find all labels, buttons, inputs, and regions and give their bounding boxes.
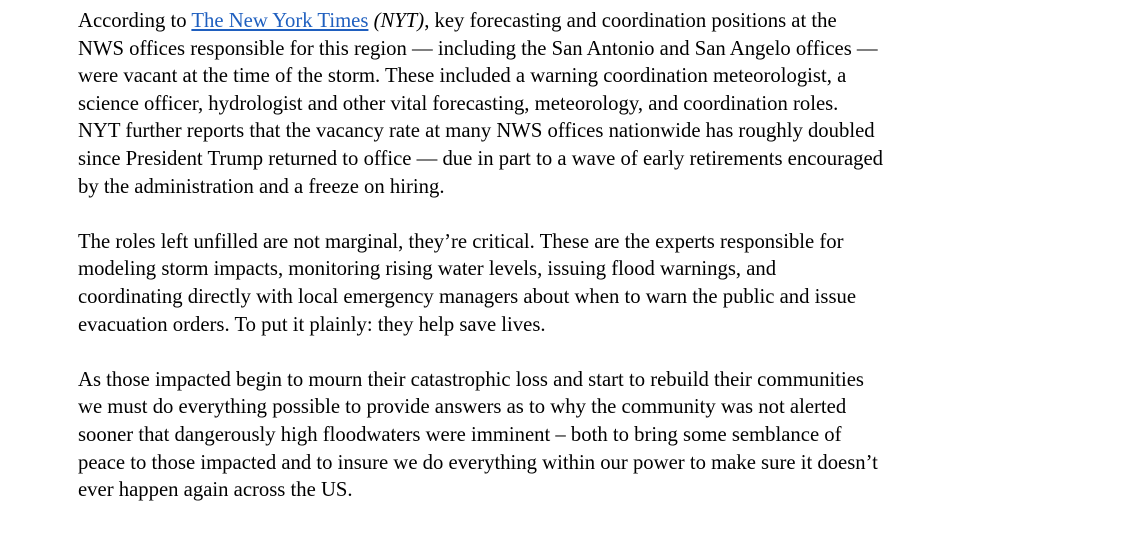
document-body — [78, 8, 1128, 532]
text-line: The roles left unfilled are not marginal, they’re critical. These are the experts responsible for — [78, 230, 844, 253]
text-line: science officer, hydrologist and other vital forecasting, meteorology, and coordination roles. — [78, 92, 839, 115]
paragraph-2 — [78, 229, 1128, 339]
text-line: peace to those impacted and to insure we do everything within our power to make sure it doesn’t — [78, 451, 878, 474]
text-line: ever happen again across the US. — [78, 479, 353, 502]
text-line: As those impacted begin to mourn their catastrophic loss and start to rebuild their communities — [78, 368, 864, 391]
text-line: were vacant at the time of the storm. These included a warning coordination meteorologist, a — [78, 65, 847, 88]
text-line: NWS offices responsible for this region — including the San Antonio and San Angelo offices — — [78, 37, 878, 60]
text-line: evacuation orders. To put it plainly: they help save lives. — [78, 313, 546, 336]
text-line: by the administration and a freeze on hiring. — [78, 175, 445, 198]
nyt-link[interactable]: The New York Times — [191, 10, 369, 32]
text-segment: , key forecasting and coordination positions at the — [424, 10, 837, 32]
text-line — [78, 8, 1128, 36]
nyt-abbreviation: (NYT) — [373, 10, 425, 32]
text-line: coordinating directly with local emergency managers about when to warn the public and issue — [78, 285, 857, 308]
text-line: sooner that dangerously high floodwaters were imminent – both to bring some semblance of — [78, 423, 842, 446]
text-segment: According to — [78, 10, 192, 32]
paragraph-1 — [78, 8, 1128, 201]
paragraph-3 — [78, 367, 1128, 505]
text-line: modeling storm impacts, monitoring rising water levels, issuing flood warnings, and — [78, 258, 777, 281]
text-line: we must do everything possible to provide answers as to why the community was not alerted — [78, 396, 847, 419]
text-line: NYT further reports that the vacancy rate at many NWS offices nationwide has roughly doubled — [78, 120, 875, 143]
text-line: since President Trump returned to office — due in part to a wave of early retirements encouraged — [78, 147, 884, 170]
